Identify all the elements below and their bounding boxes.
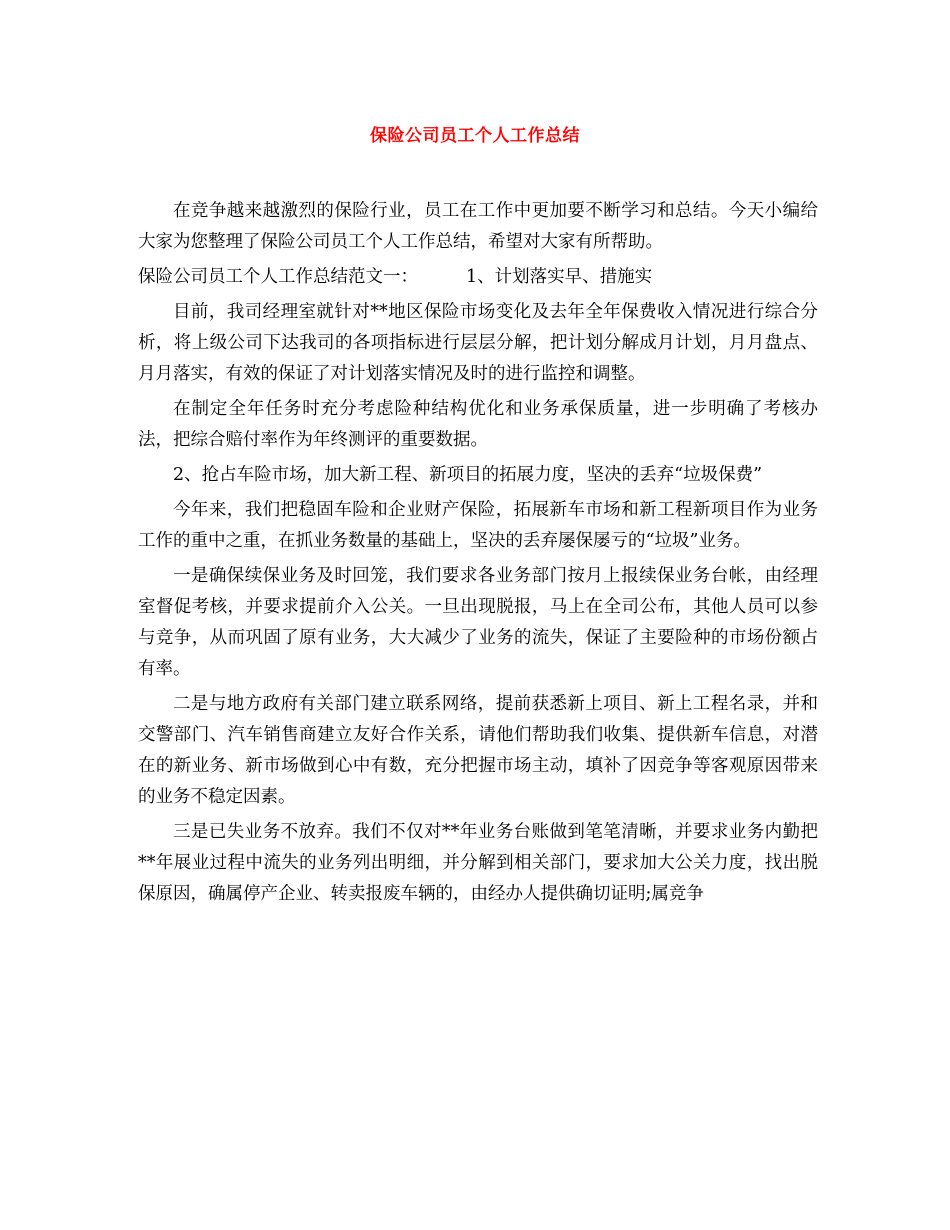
section-heading-line — [138, 262, 818, 293]
document-title: 保险公司员工个人工作总结 — [370, 126, 580, 146]
document-body — [138, 196, 818, 914]
body-paragraph-5: 一是确保续保业务及时回笼，我们要求各业务部门按月上报续保业务台帐，由经理室督促考核，并要求提前介入公关。一旦出现脱报，马上在全司公布，其他人员可以参与竞争，从而巩固了原有业务，大大减少了业务的流失，保证了主要险种的市场份额占有率。 — [138, 566, 818, 679]
body-paragraph-3: 2、抢占车险市场，加大新工程、新项目的拓展力度，坚决的丢弃“垃圾保费” — [173, 465, 763, 485]
body-paragraph-7: 三是已失业务不放弃。我们不仅对**年业务台账做到笔笔清晰，并要求业务内勤把**年展业过程中流失的业务列出明细，并分解到相关部门，要求加大公关力度，找出脱保原因，确属停产企业、转卖报废车辆的，由经办人提供确切证明;属竞争 — [138, 822, 818, 904]
section-item-1: 1、计划落实早、措施实 — [466, 267, 653, 287]
section-heading: 保险公司员工个人工作总结范文一： — [138, 267, 418, 287]
body-paragraph-6: 二是与地方政府有关部门建立联系网络，提前获悉新上项目、新上工程名录，并和交警部门、汽车销售商建立友好合作关系，请他们帮助我们收集、提供新车信息，对潜在的新业务、新市场做到心中有数，充分把握市场主动，填补了因竞争等客观原因带来的业务不稳定因素。 — [138, 694, 818, 807]
body-paragraph-2: 在制定全年任务时充分考虑险种结构优化和业务承保质量，进一步明确了考核办法，把综合赔付率作为年终测评的重要数据。 — [138, 399, 818, 450]
body-paragraph-4: 今年来，我们把稳固车险和企业财产保险，拓展新车市场和新工程新项目作为业务工作的重中之重，在抓业务数量的基础上，坚决的丢弃屡保屡亏的“垃圾”业务。 — [138, 500, 818, 551]
body-paragraph-1: 目前，我司经理室就针对**地区保险市场变化及去年全年保费收入情况进行综合分析，将上级公司下达我司的各项指标进行层层分解，把计划分解成月计划，月月盘点、月月落实，有效的保证了对计划落实情况及时的进行监控和调整。 — [138, 302, 818, 384]
intro-paragraph: 在竞争越来越激烈的保险行业，员工在工作中更加要不断学习和总结。今天小编给大家为您整理了保险公司员工个人工作总结，希望对大家有所帮助。 — [138, 201, 818, 252]
